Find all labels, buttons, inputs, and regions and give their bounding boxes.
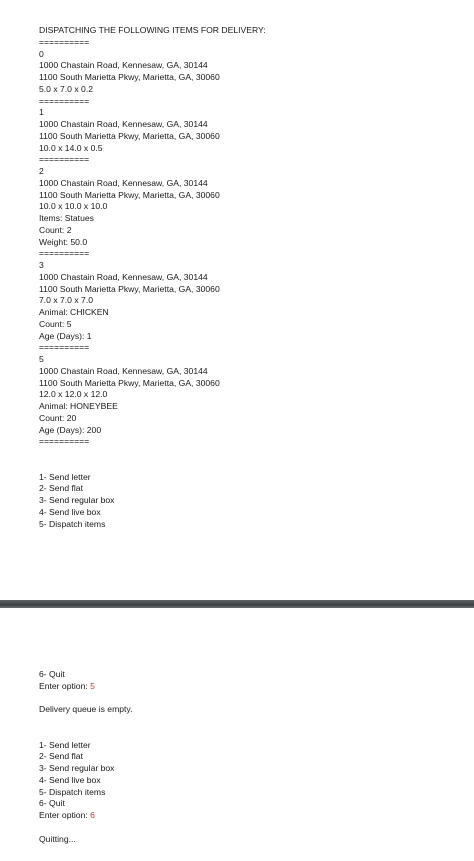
item-dimensions: 7.0 x 7.0 x 7.0 — [39, 295, 93, 306]
page-separator — [0, 600, 474, 608]
quit-message: Quitting... — [39, 833, 76, 844]
item-detail: Age (Days): 200 — [39, 424, 102, 435]
option-prompt-second: Enter option: 6 — [39, 810, 95, 820]
item-detail: Animal: HONEYBEE — [39, 401, 118, 411]
menu-item: 2- Send flat — [39, 751, 83, 762]
menu-item: 6- Quit — [39, 798, 65, 809]
item-dimensions: 5.0 x 7.0 x 0.2 — [39, 83, 93, 94]
dispatch-header: DISPATCHING THE FOLLOWING ITEMS FOR DELIVERY: — [39, 25, 266, 35]
item-to-address: 1100 South Marietta Pkwy, Marietta, GA, 30060 — [39, 283, 220, 294]
queue-status-message: Delivery queue is empty. — [39, 704, 133, 715]
divider: ========== — [39, 95, 90, 106]
menu-item: 1- Send letter — [39, 739, 91, 750]
item-dimensions: 10.0 x 14.0 x 0.5 — [39, 142, 103, 153]
delivery-item — [39, 49, 266, 108]
item-from-address: 1000 Chastain Road, Kennesaw, GA, 30144 — [39, 60, 208, 71]
main-menu — [39, 472, 266, 531]
item-detail: Animal: CHICKEN — [39, 307, 109, 317]
menu-item: 4- Send live box — [39, 774, 101, 785]
item-detail: Items: Statues — [39, 213, 94, 223]
user-input-option: 5 — [90, 680, 95, 691]
item-id: 1 — [39, 107, 44, 118]
item-detail: Count: 20 — [39, 412, 77, 423]
option-prompt: Enter option: 5 — [39, 680, 95, 691]
console-output — [39, 25, 266, 530]
divider: ========== — [39, 342, 90, 353]
delivery-item — [39, 354, 266, 448]
divider: ========== — [39, 154, 90, 165]
item-detail: Count: 2 — [39, 224, 72, 235]
item-dimensions: 10.0 x 10.0 x 10.0 — [39, 201, 108, 212]
item-to-address: 1100 South Marietta Pkwy, Marietta, GA, 30060 — [39, 189, 220, 200]
item-to-address: 1100 South Marietta Pkwy, Marietta, GA, 30060 — [39, 130, 220, 141]
menu-item: 4- Send live box — [39, 506, 101, 517]
divider: ========== — [39, 436, 90, 447]
item-dimensions: 12.0 x 12.0 x 12.0 — [39, 389, 108, 400]
delivery-item — [39, 166, 266, 260]
user-input-option-second: 6 — [90, 810, 95, 820]
item-from-address: 1000 Chastain Road, Kennesaw, GA, 30144 — [39, 119, 208, 129]
item-id: 3 — [39, 260, 44, 270]
item-detail: Count: 5 — [39, 318, 72, 329]
main-menu-second — [39, 740, 132, 811]
main-menu-continued — [39, 669, 132, 681]
item-detail: Age (Days): 1 — [39, 330, 92, 341]
item-id: 2 — [39, 166, 44, 176]
dispatch-items — [39, 49, 266, 449]
item-id: 5 — [39, 354, 44, 364]
delivery-item — [39, 107, 266, 166]
menu-item: 5- Dispatch items — [39, 786, 106, 797]
divider: ========== — [39, 248, 90, 259]
menu-item: 2- Send flat — [39, 483, 83, 494]
console-page-2 — [0, 608, 474, 861]
menu-item: 1- Send letter — [39, 471, 91, 482]
item-from-address: 1000 Chastain Road, Kennesaw, GA, 30144 — [39, 365, 208, 376]
item-to-address: 1100 South Marietta Pkwy, Marietta, GA, 30060 — [39, 72, 220, 82]
item-to-address: 1100 South Marietta Pkwy, Marietta, GA, 30060 — [39, 377, 220, 388]
item-id: 0 — [39, 48, 44, 59]
console-output-continued — [39, 669, 132, 845]
delivery-item — [39, 260, 266, 354]
menu-item: 3- Send regular box — [39, 495, 115, 505]
menu-item: 5- Dispatch items — [39, 518, 106, 529]
menu-item: 3- Send regular box — [39, 763, 115, 773]
item-from-address: 1000 Chastain Road, Kennesaw, GA, 30144 — [39, 177, 208, 188]
divider: ========== — [39, 36, 90, 47]
item-from-address: 1000 Chastain Road, Kennesaw, GA, 30144 — [39, 271, 208, 282]
item-detail: Weight: 50.0 — [39, 236, 88, 247]
menu-item: 6- Quit — [39, 669, 65, 679]
